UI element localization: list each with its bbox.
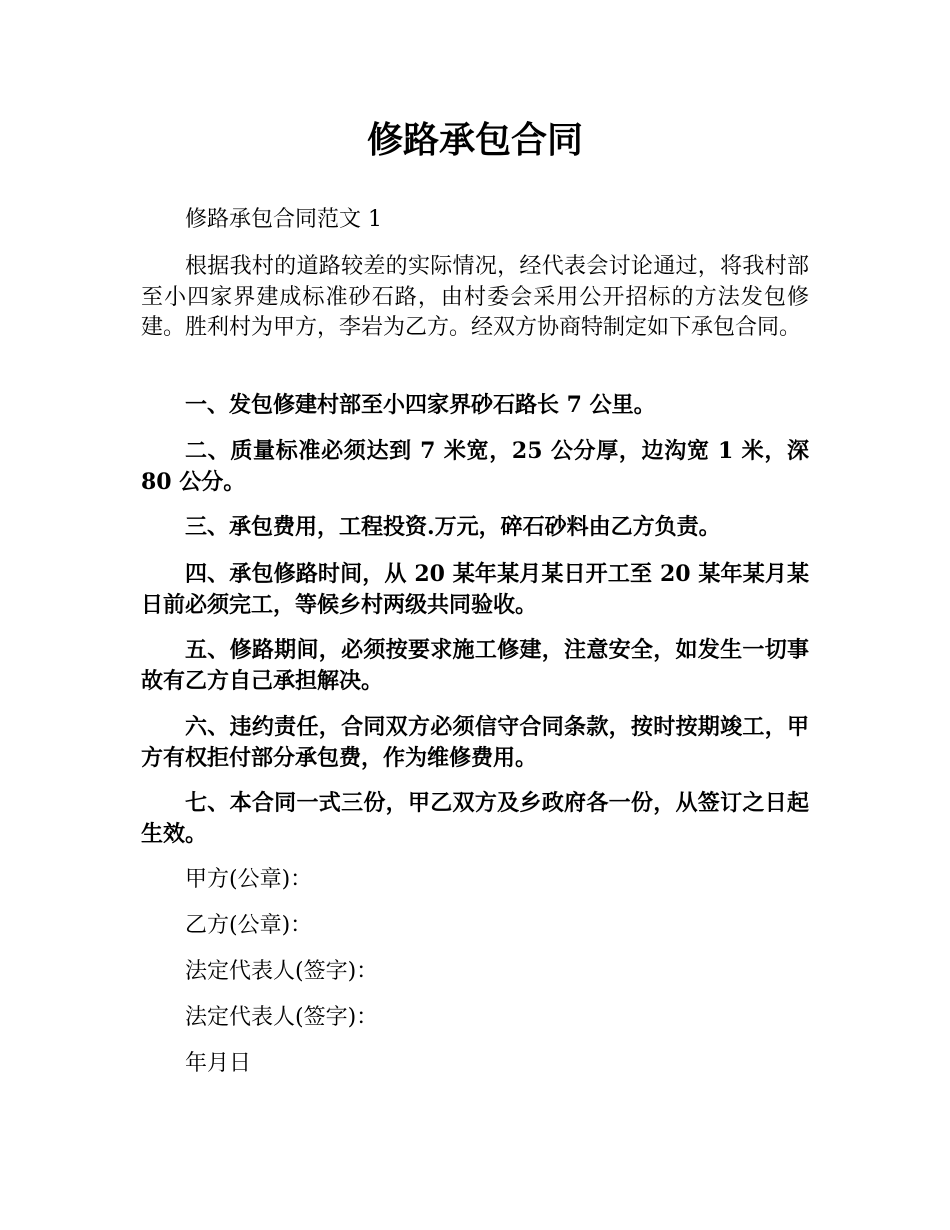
- clause-4: 四、承包修路时间，从 20 某年某月某日开工至 20 某年某月某日前必须完工，等候乡村两级共同验收。: [141, 561, 809, 618]
- clause-3: 三、承包费用，工程投资.万元，碎石砂料由乙方负责。: [185, 514, 721, 540]
- signature-party-a: 甲方(公章)：: [185, 867, 313, 892]
- signature-legal-rep-b: 法定代表人(签字)：: [185, 1005, 379, 1030]
- clause-6: 六、违约责任，合同双方必须信守合同条款，按时按期竣工，甲方有权拒付部分承包费，作为维修费用。: [141, 714, 809, 771]
- clause-1: 一、发包修建村部至小四家界砂石路长 7 公里。: [185, 392, 656, 418]
- document-title: 修路承包合同: [366, 120, 583, 161]
- signature-legal-rep-a: 法定代表人(签字)：: [185, 959, 379, 984]
- intro-paragraph: 根据我村的道路较差的实际情况，经代表会讨论通过，将我村部至小四家界建成标准砂石路，由村委会采用公开招标的方法发包修建。胜利村为甲方，李岩为乙方。经双方协商特制定如下承包合同。: [141, 254, 809, 340]
- signature-party-b: 乙方(公章)：: [185, 913, 313, 938]
- clause-5: 五、修路期间，必须按要求施工修建，注意安全，如发生一切事故有乙方自己承担解决。: [141, 637, 809, 694]
- signature-date: 年月日: [185, 1051, 252, 1076]
- clause-2: 二、质量标准必须达到 7 米宽，25 公分厚，边沟宽 1 米，深 80 公分。: [141, 438, 809, 495]
- clause-7: 七、本合同一式三份，甲乙双方及乡政府各一份，从签订之日起生效。: [141, 790, 809, 847]
- subtitle: 修路承包合同范文 1: [185, 207, 382, 232]
